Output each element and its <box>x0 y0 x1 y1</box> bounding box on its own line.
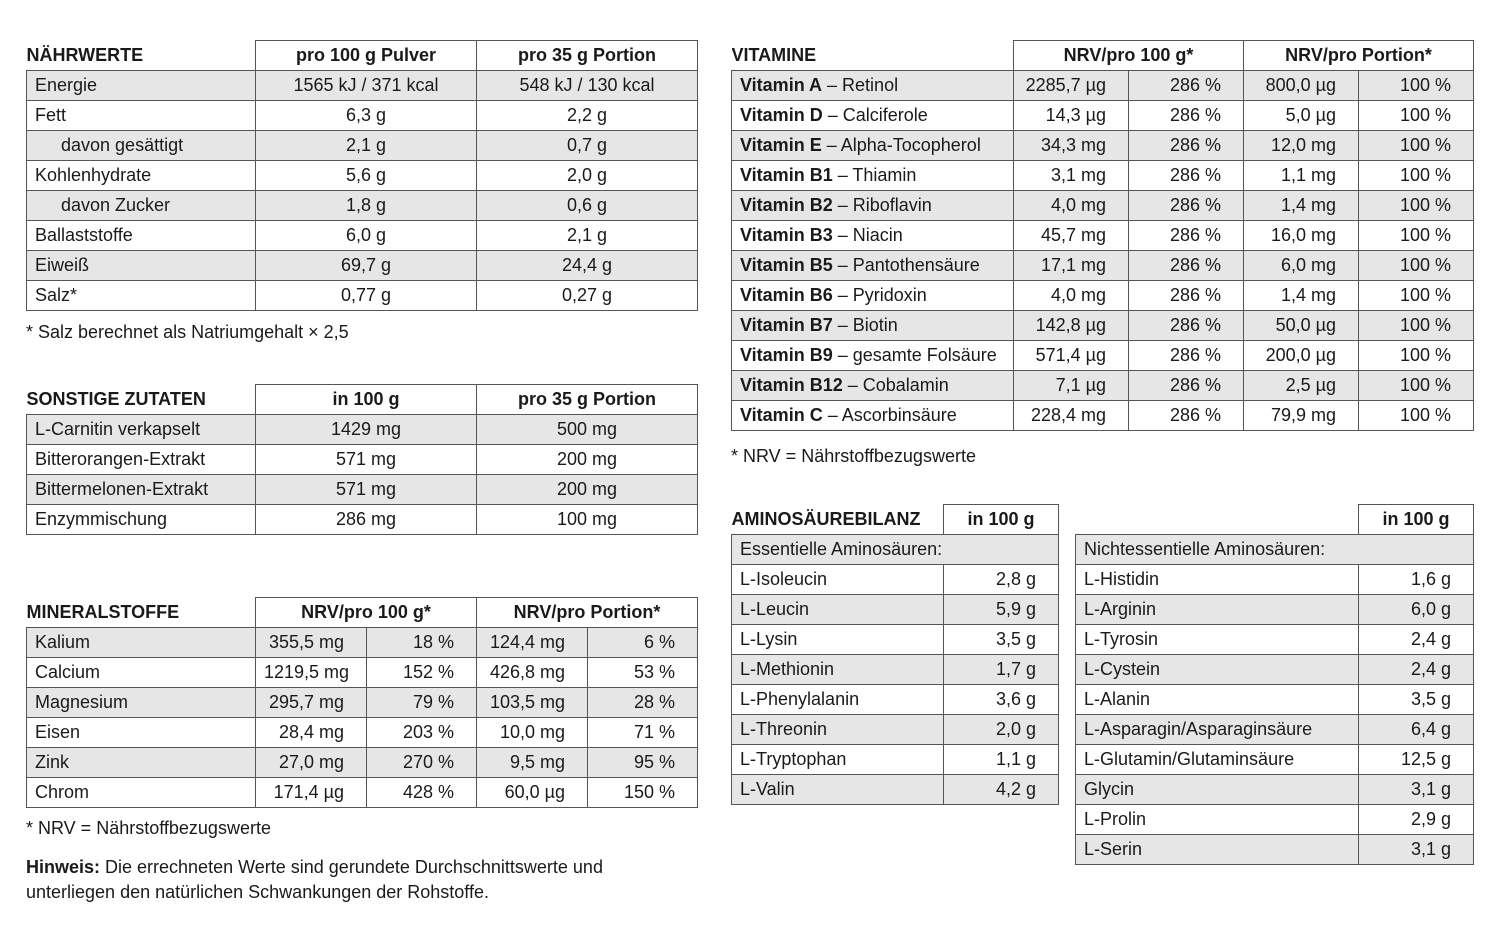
amino-essential-table <box>731 504 1059 805</box>
vitamin-per-portion: 1,4 mg <box>1244 191 1359 221</box>
vitamin-nrv-100g: 286 % <box>1129 341 1244 371</box>
amino-value: 2,4 g <box>1359 625 1474 655</box>
amino-label: L-Isoleucin <box>732 565 944 595</box>
vitamin-per-portion: 2,5 µg <box>1244 371 1359 401</box>
table-row <box>1076 715 1474 745</box>
table-row <box>27 191 698 221</box>
vitamin-per-portion: 1,4 mg <box>1244 281 1359 311</box>
amino-value: 12,5 g <box>1359 745 1474 775</box>
vitamin-desc: – gesamte Folsäure <box>832 345 997 365</box>
vitamin-desc: – Niacin <box>832 225 903 245</box>
amino-label: Glycin <box>1076 775 1359 805</box>
vitamin-nrv-100g: 286 % <box>1129 401 1244 431</box>
naehrwerte-col1: pro 100 g Pulver <box>256 41 477 71</box>
table-row <box>732 131 1474 161</box>
nutrient-per-100g: 5,6 g <box>256 161 477 191</box>
vitamin-per-100g: 7,1 µg <box>1014 371 1129 401</box>
mineral-per-portion: 9,5 mg <box>477 748 588 778</box>
nutrient-label: Eiweiß <box>27 251 256 281</box>
table-row <box>27 658 698 688</box>
vitamin-label <box>732 371 1014 401</box>
ingredient-label: Enzymmischung <box>27 505 256 535</box>
table-row <box>27 748 698 778</box>
amino-value: 4,2 g <box>944 775 1059 805</box>
amino-label: L-Cystein <box>1076 655 1359 685</box>
vitamin-label <box>732 161 1014 191</box>
amino-label: L-Methionin <box>732 655 944 685</box>
table-row <box>1076 565 1474 595</box>
table-row <box>732 101 1474 131</box>
table-row <box>1076 595 1474 625</box>
vitamin-nrv-portion: 100 % <box>1359 371 1474 401</box>
table-row <box>732 251 1474 281</box>
naehrwerte-footnote: * Salz berechnet als Natriumgehalt × 2,5 <box>26 322 349 342</box>
nutrient-per-portion: 2,2 g <box>477 101 698 131</box>
vitamin-name: Vitamin B5 <box>740 255 833 275</box>
nutrient-per-100g: 0,77 g <box>256 281 477 311</box>
ingredient-per-100g: 286 mg <box>256 505 477 535</box>
nutrient-label: Ballaststoffe <box>27 221 256 251</box>
table-row <box>27 131 698 161</box>
amino-label: L-Threonin <box>732 715 944 745</box>
amino-value: 6,0 g <box>1359 595 1474 625</box>
vitamin-desc: – Riboflavin <box>832 195 932 215</box>
table-row <box>1076 835 1474 865</box>
vitamin-nrv-portion: 100 % <box>1359 281 1474 311</box>
mineral-per-100g: 1219,5 mg <box>256 658 367 688</box>
nutrient-per-portion: 24,4 g <box>477 251 698 281</box>
vitamin-per-100g: 571,4 µg <box>1014 341 1129 371</box>
amino-value: 3,5 g <box>1359 685 1474 715</box>
amino-value: 6,4 g <box>1359 715 1474 745</box>
table-row <box>27 628 698 658</box>
mineral-table <box>26 597 698 808</box>
vitamin-label <box>732 71 1014 101</box>
nutrient-per-portion: 0,27 g <box>477 281 698 311</box>
hint-text-2: unterliegen den natürlichen Schwankungen der Rohstoffe. <box>26 882 489 902</box>
mineral-nrv-100g: 152 % <box>367 658 477 688</box>
amino-value: 2,8 g <box>944 565 1059 595</box>
table-row <box>27 71 698 101</box>
vitamin-name: Vitamin B7 <box>740 315 833 335</box>
vitamin-label <box>732 281 1014 311</box>
amino-value: 3,1 g <box>1359 775 1474 805</box>
nutrient-per-portion: 2,1 g <box>477 221 698 251</box>
table-row <box>27 251 698 281</box>
hint-label: Hinweis: <box>26 857 101 877</box>
nutrient-per-100g: 69,7 g <box>256 251 477 281</box>
zutaten-col1: in 100 g <box>256 385 477 415</box>
vitamin-per-100g: 4,0 mg <box>1014 281 1129 311</box>
nutrient-label: Kohlenhydrate <box>27 161 256 191</box>
ingredient-per-portion: 100 mg <box>477 505 698 535</box>
table-row <box>732 221 1474 251</box>
table-row <box>1076 625 1474 655</box>
ingredient-per-100g: 571 mg <box>256 475 477 505</box>
amino-value: 3,5 g <box>944 625 1059 655</box>
table-row <box>732 371 1474 401</box>
amino-label: L-Glutamin/Glutaminsäure <box>1076 745 1359 775</box>
mineral-footnote: * NRV = Nährstoffbezugswerte <box>26 818 271 838</box>
amino-value: 2,4 g <box>1359 655 1474 685</box>
mineral-label: Eisen <box>27 718 256 748</box>
vitamin-per-portion: 800,0 µg <box>1244 71 1359 101</box>
vitamin-name: Vitamin C <box>740 405 823 425</box>
mineral-nrv-portion: 150 % <box>588 778 698 808</box>
mineral-col2: NRV/pro Portion* <box>477 598 698 628</box>
vitamin-label <box>732 221 1014 251</box>
table-row <box>27 161 698 191</box>
amino-label: L-Arginin <box>1076 595 1359 625</box>
mineral-per-100g: 27,0 mg <box>256 748 367 778</box>
amino-label: L-Alanin <box>1076 685 1359 715</box>
vitamin-label <box>732 341 1014 371</box>
amino-nonessential-label: Nichtessentielle Aminosäuren: <box>1076 535 1474 565</box>
vitamin-desc: – Biotin <box>832 315 898 335</box>
amino-label: L-Leucin <box>732 595 944 625</box>
amino-value: 5,9 g <box>944 595 1059 625</box>
nutrient-label: Salz* <box>27 281 256 311</box>
mineral-nrv-portion: 95 % <box>588 748 698 778</box>
table-row <box>732 685 1059 715</box>
vitamin-name: Vitamin B3 <box>740 225 833 245</box>
mineral-per-portion: 124,4 mg <box>477 628 588 658</box>
mineral-nrv-portion: 71 % <box>588 718 698 748</box>
vitamin-nrv-portion: 100 % <box>1359 131 1474 161</box>
amino-title: AMINOSÄUREBILANZ <box>732 505 944 535</box>
table-row <box>732 71 1474 101</box>
vitamin-per-100g: 142,8 µg <box>1014 311 1129 341</box>
vitamin-nrv-100g: 286 % <box>1129 371 1244 401</box>
mineral-nrv-portion: 53 % <box>588 658 698 688</box>
mineral-per-portion: 103,5 mg <box>477 688 588 718</box>
table-row <box>732 745 1059 775</box>
vitamin-per-100g: 34,3 mg <box>1014 131 1129 161</box>
table-row <box>732 595 1059 625</box>
table-row <box>1076 745 1474 775</box>
mineral-nrv-100g: 270 % <box>367 748 477 778</box>
amino-label: L-Histidin <box>1076 565 1359 595</box>
mineral-per-100g: 171,4 µg <box>256 778 367 808</box>
vitamin-per-100g: 45,7 mg <box>1014 221 1129 251</box>
zutaten-title: SONSTIGE ZUTATEN <box>27 385 256 415</box>
vitamin-per-portion: 50,0 µg <box>1244 311 1359 341</box>
table-row <box>27 505 698 535</box>
vitamine-footnote: * NRV = Nährstoffbezugswerte <box>731 446 976 466</box>
vitamin-name: Vitamin B9 <box>740 345 833 365</box>
vitamin-label <box>732 191 1014 221</box>
nutrient-per-100g: 6,3 g <box>256 101 477 131</box>
table-row <box>27 475 698 505</box>
ingredient-per-100g: 1429 mg <box>256 415 477 445</box>
vitamine-col2: NRV/pro Portion* <box>1244 41 1474 71</box>
table-row <box>27 415 698 445</box>
table-row <box>1076 775 1474 805</box>
ingredient-per-portion: 200 mg <box>477 475 698 505</box>
ingredient-label: Bitterorangen-Extrakt <box>27 445 256 475</box>
vitamin-name: Vitamin D <box>740 105 823 125</box>
vitamin-per-100g: 17,1 mg <box>1014 251 1129 281</box>
vitamin-per-portion: 6,0 mg <box>1244 251 1359 281</box>
vitamin-nrv-100g: 286 % <box>1129 311 1244 341</box>
table-row <box>732 161 1474 191</box>
nutrient-per-portion: 548 kJ / 130 kcal <box>477 71 698 101</box>
zutaten-col2: pro 35 g Portion <box>477 385 698 415</box>
zutaten-table <box>26 384 698 535</box>
vitamine-col1: NRV/pro 100 g* <box>1014 41 1244 71</box>
table-row <box>732 401 1474 431</box>
amino-value: 3,1 g <box>1359 835 1474 865</box>
vitamin-per-portion: 12,0 mg <box>1244 131 1359 161</box>
vitamin-nrv-portion: 100 % <box>1359 71 1474 101</box>
nutrient-label: Energie <box>27 71 256 101</box>
vitamin-nrv-portion: 100 % <box>1359 311 1474 341</box>
vitamin-label <box>732 131 1014 161</box>
vitamin-nrv-portion: 100 % <box>1359 221 1474 251</box>
vitamin-nrv-portion: 100 % <box>1359 101 1474 131</box>
vitamin-label <box>732 101 1014 131</box>
amino-label: L-Asparagin/Asparaginsäure <box>1076 715 1359 745</box>
hint-text: Die errechneten Werte sind gerundete Durchschnittswerte und <box>100 857 603 877</box>
vitamin-name: Vitamin E <box>740 135 822 155</box>
vitamin-nrv-100g: 286 % <box>1129 251 1244 281</box>
vitamin-nrv-portion: 100 % <box>1359 401 1474 431</box>
vitamin-desc: – Alpha-Tocopherol <box>821 135 981 155</box>
table-row <box>27 101 698 131</box>
vitamin-per-portion: 5,0 µg <box>1244 101 1359 131</box>
vitamin-desc: – Retinol <box>822 75 899 95</box>
mineral-nrv-portion: 6 % <box>588 628 698 658</box>
vitamin-label <box>732 311 1014 341</box>
ingredient-label: L-Carnitin verkapselt <box>27 415 256 445</box>
vitamin-nrv-100g: 286 % <box>1129 71 1244 101</box>
vitamin-per-portion: 16,0 mg <box>1244 221 1359 251</box>
naehrwerte-table <box>26 40 698 311</box>
naehrwerte-col2: pro 35 g Portion <box>477 41 698 71</box>
nutrient-per-100g: 1565 kJ / 371 kcal <box>256 71 477 101</box>
table-row <box>732 565 1059 595</box>
hint <box>26 855 603 905</box>
vitamin-per-100g: 4,0 mg <box>1014 191 1129 221</box>
ingredient-per-portion: 500 mg <box>477 415 698 445</box>
vitamin-nrv-portion: 100 % <box>1359 341 1474 371</box>
mineral-per-portion: 426,8 mg <box>477 658 588 688</box>
table-row <box>732 775 1059 805</box>
vitamin-nrv-100g: 286 % <box>1129 221 1244 251</box>
vitamin-nrv-100g: 286 % <box>1129 101 1244 131</box>
mineral-label: Chrom <box>27 778 256 808</box>
amino-value: 2,0 g <box>944 715 1059 745</box>
vitamin-name: Vitamin A <box>740 75 823 95</box>
vitamin-nrv-100g: 286 % <box>1129 191 1244 221</box>
table-row <box>732 311 1474 341</box>
table-row <box>1076 685 1474 715</box>
table-row <box>27 718 698 748</box>
amino-label: L-Serin <box>1076 835 1359 865</box>
mineral-label: Kalium <box>27 628 256 658</box>
vitamin-nrv-portion: 100 % <box>1359 161 1474 191</box>
vitamin-desc: – Cobalamin <box>842 375 949 395</box>
vitamin-name: Vitamin B2 <box>740 195 833 215</box>
amino-value: 3,6 g <box>944 685 1059 715</box>
vitamine-table <box>731 40 1474 431</box>
mineral-nrv-100g: 18 % <box>367 628 477 658</box>
table-row <box>732 715 1059 745</box>
nutrient-per-100g: 2,1 g <box>256 131 477 161</box>
vitamine-title: VITAMINE <box>732 41 1014 71</box>
mineral-label: Magnesium <box>27 688 256 718</box>
vitamin-desc: – Ascorbinsäure <box>822 405 957 425</box>
amino-label: L-Valin <box>732 775 944 805</box>
mineral-per-100g: 355,5 mg <box>256 628 367 658</box>
table-row <box>27 221 698 251</box>
mineral-per-100g: 28,4 mg <box>256 718 367 748</box>
nutrient-label: Fett <box>27 101 256 131</box>
vitamin-nrv-100g: 286 % <box>1129 281 1244 311</box>
table-row <box>732 281 1474 311</box>
amino-label: L-Lysin <box>732 625 944 655</box>
amino-value: 1,6 g <box>1359 565 1474 595</box>
vitamin-name: Vitamin B1 <box>740 165 833 185</box>
nutrient-per-portion: 0,6 g <box>477 191 698 221</box>
table-row <box>732 341 1474 371</box>
vitamin-name: Vitamin B6 <box>740 285 833 305</box>
nutrient-per-100g: 6,0 g <box>256 221 477 251</box>
ingredient-per-100g: 571 mg <box>256 445 477 475</box>
amino-nonessential-table <box>1075 504 1474 865</box>
amino-essential-label: Essentielle Aminosäuren: <box>732 535 1059 565</box>
table-row <box>27 445 698 475</box>
ingredient-label: Bittermelonen-Extrakt <box>27 475 256 505</box>
mineral-nrv-100g: 428 % <box>367 778 477 808</box>
table-row <box>732 625 1059 655</box>
table-row <box>27 778 698 808</box>
table-row <box>732 191 1474 221</box>
nutrient-per-100g: 1,8 g <box>256 191 477 221</box>
vitamin-nrv-100g: 286 % <box>1129 161 1244 191</box>
vitamin-desc: – Pyridoxin <box>832 285 927 305</box>
amino-label: L-Phenylalanin <box>732 685 944 715</box>
nutrient-per-portion: 0,7 g <box>477 131 698 161</box>
amino-value: 1,7 g <box>944 655 1059 685</box>
vitamin-per-100g: 228,4 mg <box>1014 401 1129 431</box>
vitamin-desc: – Pantothensäure <box>832 255 980 275</box>
vitamin-desc: – Thiamin <box>832 165 917 185</box>
vitamin-per-portion: 79,9 mg <box>1244 401 1359 431</box>
nutrient-label: davon gesättigt <box>27 131 256 161</box>
table-row <box>27 688 698 718</box>
ingredient-per-portion: 200 mg <box>477 445 698 475</box>
table-row <box>732 655 1059 685</box>
vitamin-label <box>732 251 1014 281</box>
amino-label: L-Tryptophan <box>732 745 944 775</box>
table-row <box>27 281 698 311</box>
amino-label: L-Prolin <box>1076 805 1359 835</box>
table-row <box>1076 805 1474 835</box>
mineral-col1: NRV/pro 100 g* <box>256 598 477 628</box>
mineral-nrv-100g: 203 % <box>367 718 477 748</box>
mineral-per-portion: 60,0 µg <box>477 778 588 808</box>
amino-col: in 100 g <box>944 505 1059 535</box>
amino-col-2: in 100 g <box>1359 505 1474 535</box>
vitamin-per-portion: 200,0 µg <box>1244 341 1359 371</box>
amino-value: 2,9 g <box>1359 805 1474 835</box>
mineral-per-100g: 295,7 mg <box>256 688 367 718</box>
vitamin-nrv-portion: 100 % <box>1359 191 1474 221</box>
vitamin-per-100g: 14,3 µg <box>1014 101 1129 131</box>
table-row <box>1076 655 1474 685</box>
vitamin-desc: – Calciferole <box>822 105 928 125</box>
mineral-title: MINERALSTOFFE <box>27 598 256 628</box>
vitamin-name: Vitamin B12 <box>740 375 843 395</box>
vitamin-nrv-100g: 286 % <box>1129 131 1244 161</box>
vitamin-per-100g: 2285,7 µg <box>1014 71 1129 101</box>
naehrwerte-title: NÄHRWERTE <box>27 41 256 71</box>
nutrient-per-portion: 2,0 g <box>477 161 698 191</box>
mineral-label: Calcium <box>27 658 256 688</box>
vitamin-nrv-portion: 100 % <box>1359 251 1474 281</box>
mineral-nrv-100g: 79 % <box>367 688 477 718</box>
vitamin-label <box>732 401 1014 431</box>
mineral-label: Zink <box>27 748 256 778</box>
amino-label: L-Tyrosin <box>1076 625 1359 655</box>
vitamin-per-portion: 1,1 mg <box>1244 161 1359 191</box>
vitamin-per-100g: 3,1 mg <box>1014 161 1129 191</box>
mineral-nrv-portion: 28 % <box>588 688 698 718</box>
nutrient-label: davon Zucker <box>27 191 256 221</box>
amino-value: 1,1 g <box>944 745 1059 775</box>
mineral-per-portion: 10,0 mg <box>477 718 588 748</box>
